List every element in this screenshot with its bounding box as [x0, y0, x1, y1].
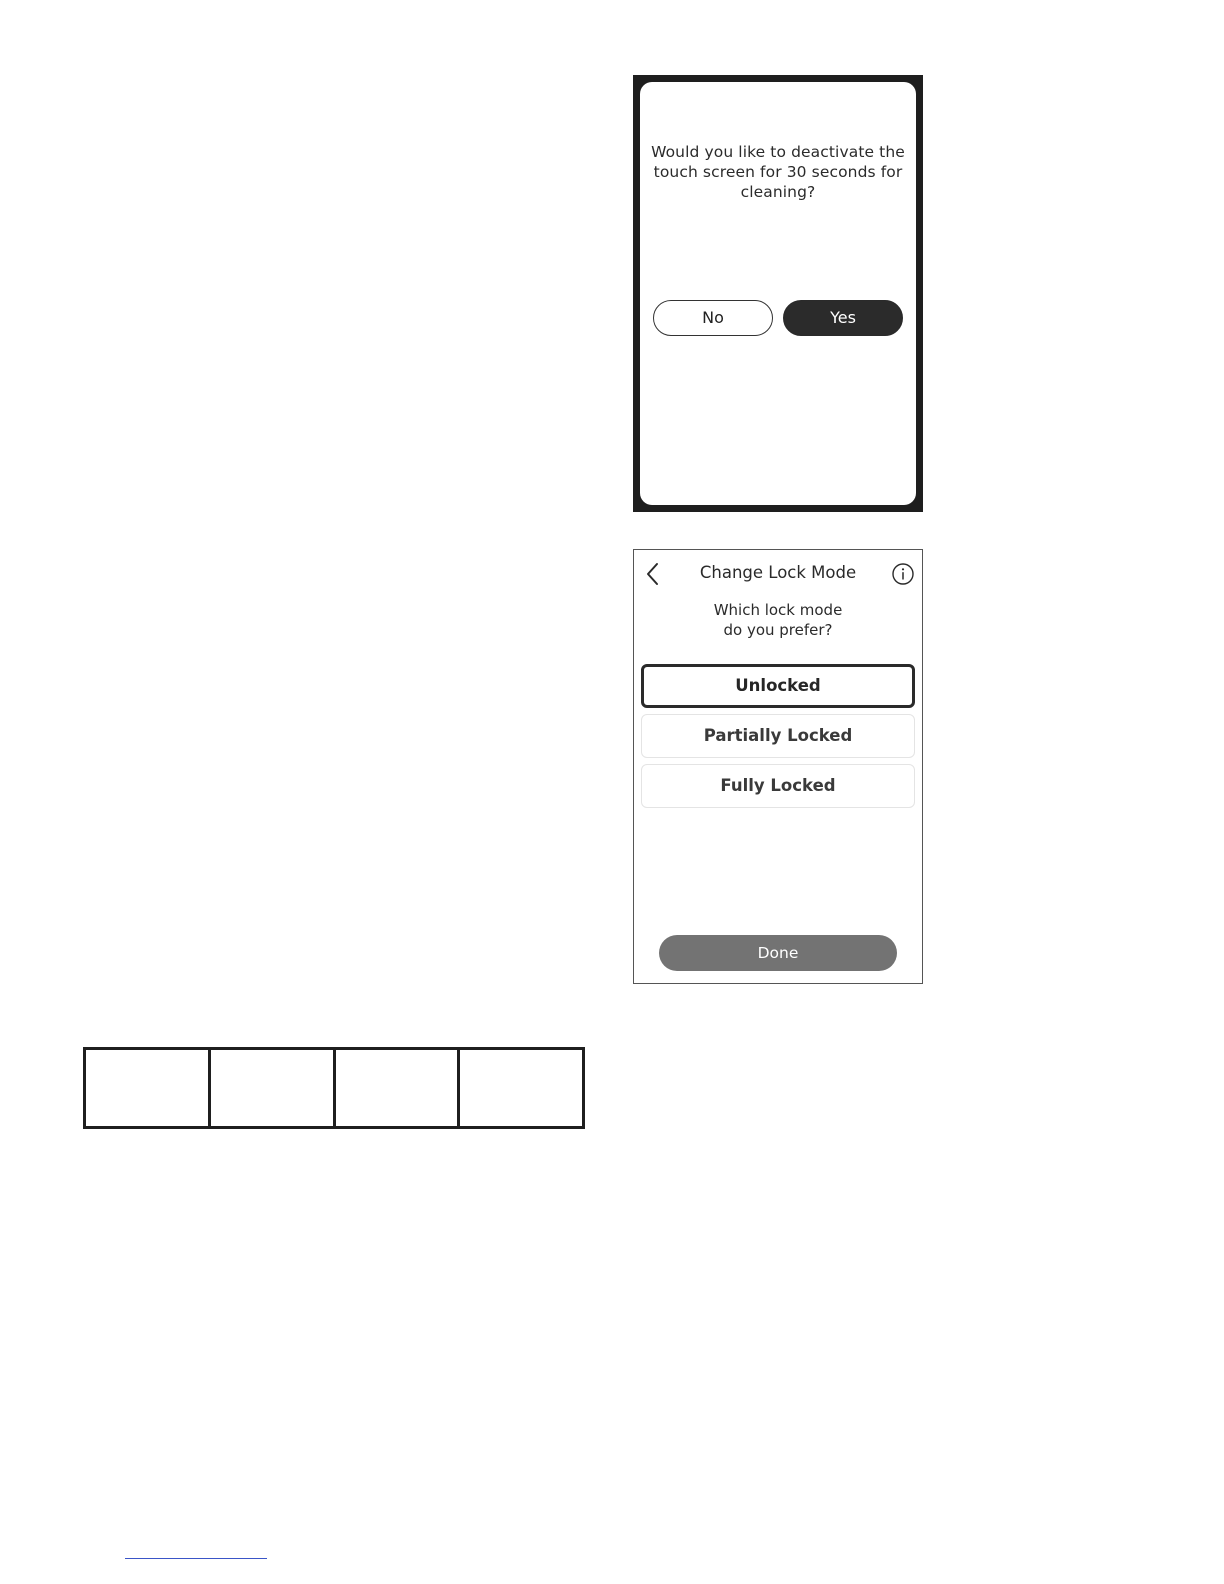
table-cell	[209, 1049, 334, 1128]
cleaning-question: Would you like to deactivate the touch screen for 30 seconds for cleaning?	[651, 143, 905, 201]
info-icon[interactable]	[892, 563, 914, 585]
table-row	[85, 1049, 584, 1128]
chevron-left-icon[interactable]	[643, 561, 663, 587]
footer-link-rule	[125, 1558, 267, 1559]
cleaning-dialog	[640, 82, 916, 505]
lock-question-line1: Which lock mode	[713, 601, 843, 619]
no-button[interactable]: No	[653, 300, 773, 336]
done-button[interactable]: Done	[659, 935, 897, 971]
table-cell	[85, 1049, 210, 1128]
lock-mode-screen	[633, 549, 923, 984]
lock-question	[644, 600, 912, 640]
lock-option-unlocked[interactable]: Unlocked	[641, 664, 915, 708]
yes-button[interactable]: Yes	[783, 300, 903, 336]
table-cell	[334, 1049, 459, 1128]
cleaning-screen	[633, 75, 923, 512]
lock-question-line2: do you prefer?	[723, 621, 833, 639]
table-cell	[459, 1049, 584, 1128]
lock-option-fully-locked[interactable]: Fully Locked	[641, 764, 915, 808]
page-title: Change Lock Mode	[699, 563, 857, 582]
lock-option-partially-locked[interactable]: Partially Locked	[641, 714, 915, 758]
empty-table	[83, 1047, 585, 1129]
